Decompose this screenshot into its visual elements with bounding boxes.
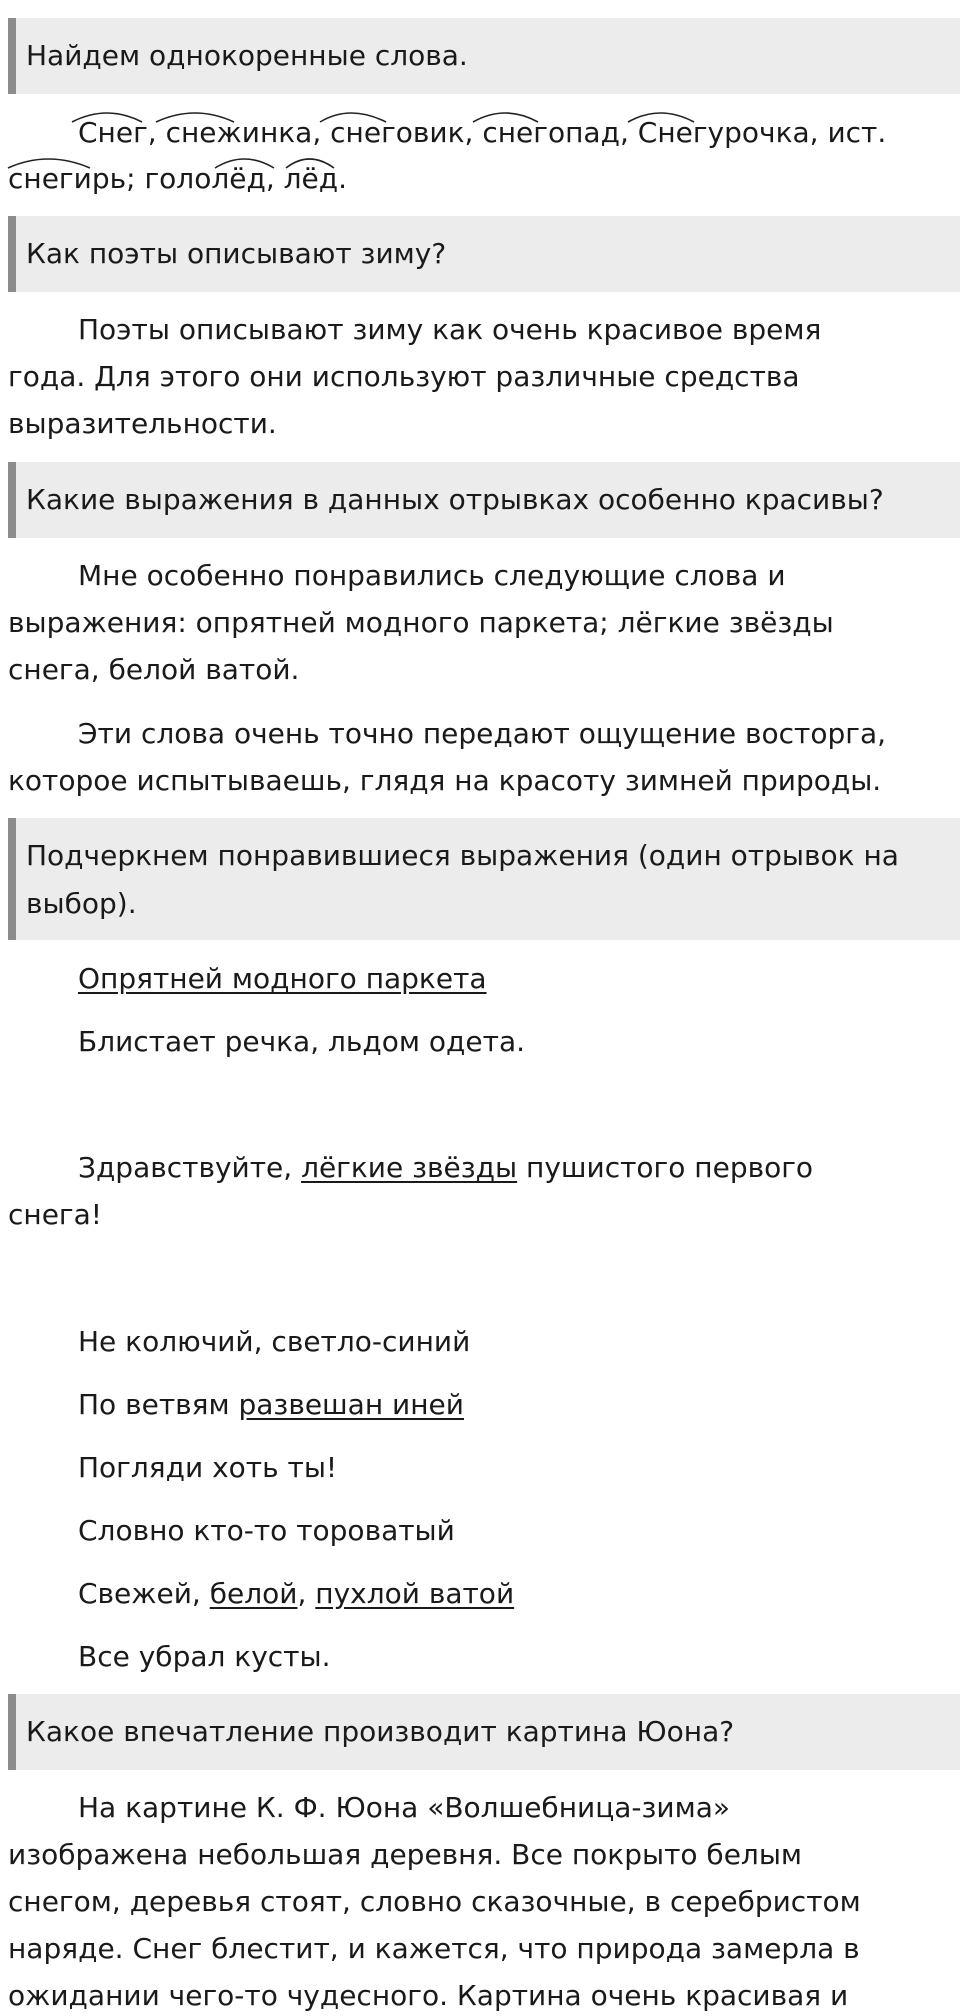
poem-line bbox=[78, 959, 487, 999]
word-snegovik: снеговик bbox=[330, 116, 465, 149]
question-text: Найдем однокоренные слова. bbox=[26, 39, 468, 72]
underlined-phrase: Опрятней модного паркета bbox=[78, 962, 487, 995]
root-words-line-1: Снег, снежинка, снеговик, снегопад, Снегурочка, ист. bbox=[78, 116, 887, 149]
answer-line: года. Для этого они используют различные средства bbox=[8, 360, 800, 393]
answer-line: выражения: опрятней модного паркета; лёгкие звёзды bbox=[8, 606, 834, 639]
word-snezhinka: снежинка bbox=[165, 116, 313, 149]
word-snegopad: снегопад bbox=[482, 116, 620, 149]
question-poets bbox=[8, 216, 960, 292]
word-gololed: гололёд bbox=[144, 162, 266, 195]
question-text: Какие выражения в данных отрывках особенно красивы? bbox=[26, 483, 884, 516]
answer-line: Мне особенно понравились следующие слова и bbox=[78, 559, 786, 592]
answer-line: изображена небольшая деревня. Все покрыто белым bbox=[8, 1838, 803, 1871]
answer-line: На картине К. Ф. Юона «Волшебница-зима» bbox=[78, 1791, 731, 1824]
question-roots bbox=[8, 18, 960, 94]
answer-line: наряде. Снег блестит, и кажется, что природа замерла в bbox=[8, 1932, 860, 1965]
word-snegurochka: Снегурочка bbox=[637, 116, 810, 149]
question-text: Подчеркнем понравившиеся выражения (один отрывок на bbox=[26, 839, 899, 872]
question-text: Как поэты описывают зиму? bbox=[26, 237, 447, 270]
answer-line: Поэты описывают зиму как очень красивое время bbox=[78, 313, 822, 346]
answer-line: ожидании чего-то чудесного. Картина очень красивая и bbox=[8, 1979, 849, 2012]
answer-line: Эти слова очень точно передают ощущение восторга, bbox=[78, 717, 887, 750]
poem-line: Блистает речка, льдом одета. bbox=[78, 1025, 526, 1058]
underlined-phrase: пухлой ватой bbox=[315, 1577, 515, 1610]
underlined-phrase: развешан иней bbox=[238, 1388, 464, 1421]
root-words-line-2: снегирь; гололёд, лёд. bbox=[8, 162, 348, 195]
poem-line: Свежей, белой, пухлой ватой bbox=[78, 1577, 515, 1610]
underlined-phrase: белой bbox=[209, 1577, 298, 1610]
poem-line: Погляди хоть ты! bbox=[78, 1451, 338, 1484]
answer-line: выразительности. bbox=[8, 407, 277, 440]
answer-line: снега, белой ватой. bbox=[8, 653, 300, 686]
question-expressions bbox=[8, 462, 960, 538]
question-underline bbox=[8, 818, 960, 940]
word-snegir: снегирь bbox=[8, 162, 127, 195]
word-led: лёд bbox=[283, 162, 339, 195]
poem-line: снега! bbox=[8, 1198, 103, 1231]
answer-line: снегом, деревья стоят, словно сказочные, в серебристом bbox=[8, 1885, 861, 1918]
underlined-phrase: лёгкие звёзды bbox=[301, 1151, 518, 1184]
question-yuon bbox=[8, 1694, 960, 1770]
question-text: выбор). bbox=[26, 887, 137, 920]
word-sneg: Снег bbox=[78, 116, 148, 149]
answer-line: которое испытываешь, глядя на красоту зимней природы. bbox=[8, 764, 882, 797]
poem-line: Словно кто-то тороватый bbox=[78, 1514, 455, 1547]
poem-line: Не колючий, светло-синий bbox=[78, 1325, 471, 1358]
question-text: Какое впечатление производит картина Юона? bbox=[26, 1715, 735, 1748]
poem-line: По ветвям развешан иней bbox=[78, 1388, 464, 1421]
poem-line: Здравствуйте, лёгкие звёзды пушистого первого bbox=[78, 1151, 814, 1184]
poem-line: Все убрал кусты. bbox=[78, 1640, 331, 1673]
